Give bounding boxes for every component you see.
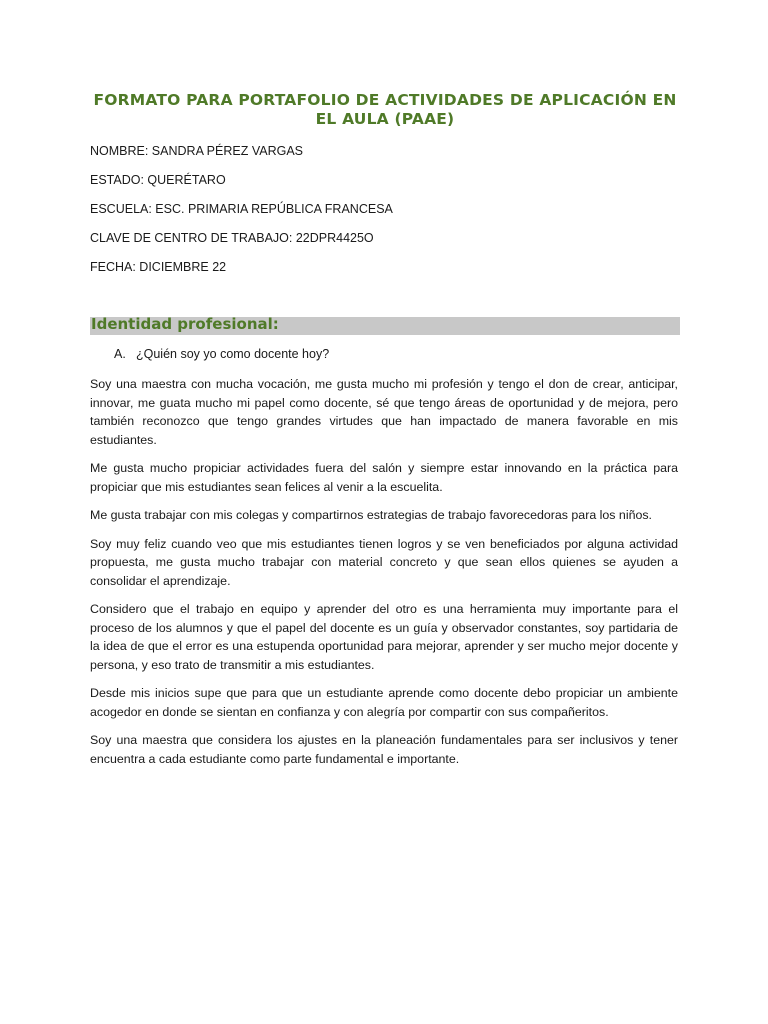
paragraph: Soy muy feliz cuando veo que mis estudiantes tienen logros y se ven beneficiados por alguna actividad propuesta, me gusta mucho trabajar con material concreto y que sean ellos quienes se ayuden a consolidar el aprendizaje.: [90, 536, 678, 588]
answer-body: [90, 375, 678, 778]
info-clave-centro-trabajo: CLAVE DE CENTRO DE TRABAJO: 22DPR4425O: [90, 231, 374, 245]
question-text: ¿Quién soy yo como docente hoy?: [136, 347, 330, 361]
paragraph: Considero que el trabajo en equipo y aprender del otro es una herramienta muy importante para el proceso de los alumnos y que el papel del docente es un guía y observador constantes, soy partidaria de la idea de que el error es una estupenda oportunidad para mejorar, aprender y ser mucho mejor docente y persona, y eso trato de transmitir a mis estudiantes.: [90, 602, 678, 672]
info-nombre: NOMBRE: SANDRA PÉREZ VARGAS: [90, 144, 304, 158]
info-escuela: ESCUELA: ESC. PRIMARIA REPÚBLICA FRANCESA: [90, 202, 393, 216]
question-list-marker: A.: [114, 347, 126, 361]
info-fecha: FECHA: DICIEMBRE 22: [90, 260, 227, 274]
section-heading: Identidad profesional:: [91, 315, 279, 333]
question-item: [114, 346, 329, 362]
paragraph: Me gusta mucho propiciar actividades fuera del salón y siempre estar innovando en la práctica para propiciar que mis estudiantes sean felices al venir a la escuelita.: [90, 461, 678, 494]
paragraph: Me gusta trabajar con mis colegas y compartirnos estrategias de trabajo favorecedoras para los niños.: [90, 508, 652, 522]
paragraph: Soy una maestra que considera los ajustes en la planeación fundamentales para ser inclusivos y tener encuentra a cada estudiante como parte fundamental e importante.: [90, 733, 678, 766]
info-estado: ESTADO: QUERÉTARO: [90, 173, 226, 187]
paragraph: Desde mis inicios supe que para que un estudiante aprende como docente debo propiciar un ambiente acogedor en donde se sientan en confianza y con alegría por compartir con sus compañeritos.: [90, 686, 678, 719]
paragraph: Soy una maestra con mucha vocación, me gusta mucho mi profesión y tengo el don de crear, anticipar, innovar, me guata mucho mi papel como docente, sé que tengo áreas de oportunidad y de mejora, pero también reconozco que tengo grandes virtudes que han impactado de manera favorable en mis estudiantes.: [90, 377, 678, 447]
document-title: FORMATO PARA PORTAFOLIO DE ACTIVIDADES DE APLICACIÓN EN EL AULA (PAAE): [93, 91, 677, 128]
